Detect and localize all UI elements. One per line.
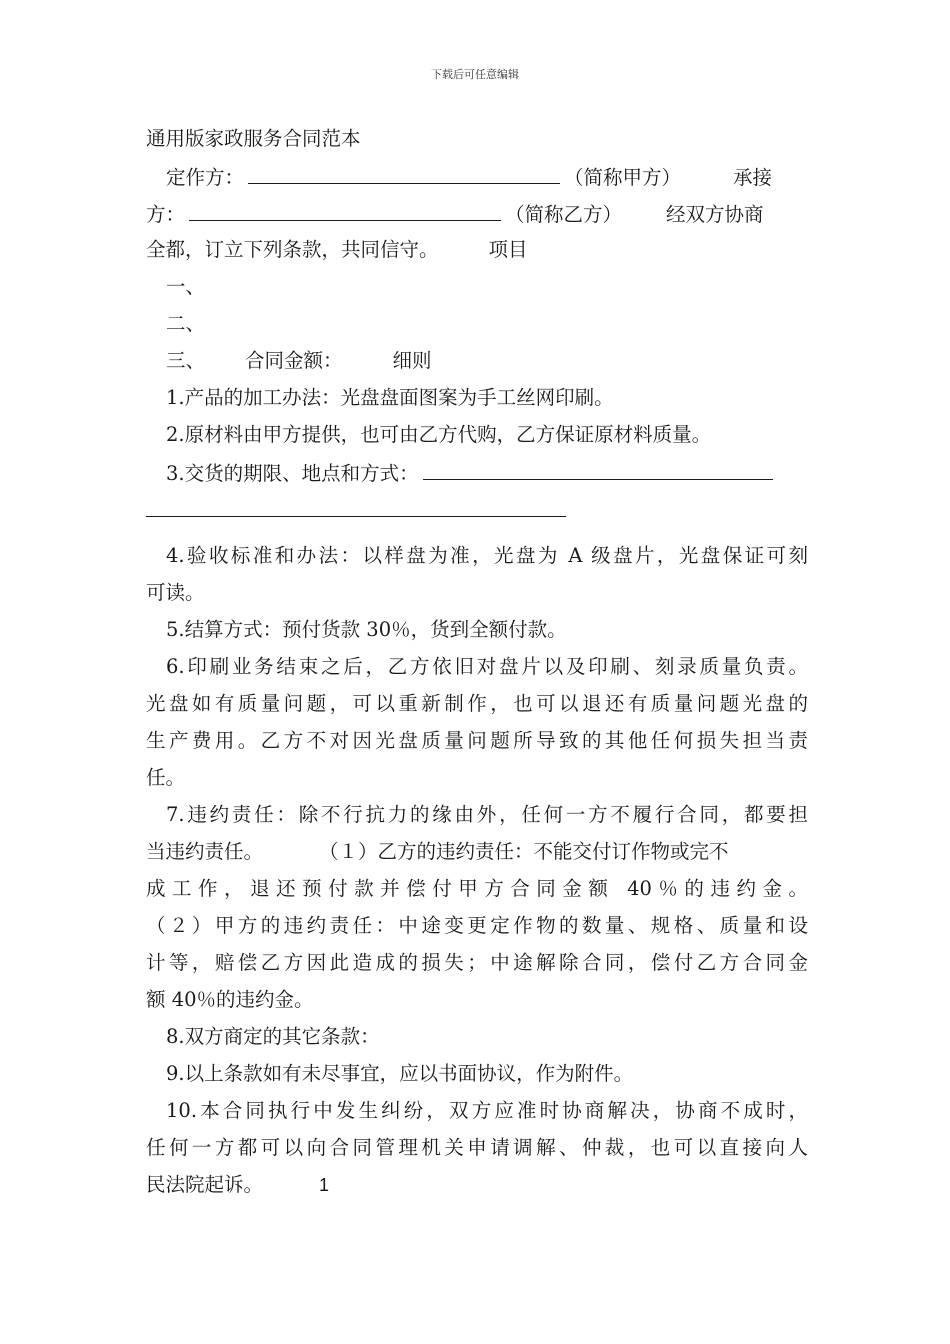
clause-10-line-2: 任何一方都可以向合同管理机关申请调解、仲裁，也可以直接向人 — [146, 1136, 808, 1159]
clause-7-line-5: 计等，赔偿乙方因此造成的损失；中途解除合同，偿付乙方合同金 — [146, 951, 808, 974]
clause-2: 2.原材料由甲方提供，也可由乙方代购，乙方保证原材料质量。 — [166, 423, 712, 446]
clause-6-line-4: 任。 — [146, 766, 186, 789]
item-one: 一、 — [166, 275, 206, 298]
party-a-label: 定作方： — [166, 166, 245, 189]
clause-6-line-2: 光盘如有质量问题，可以重新制作，也可以退还有质量问题光盘的 — [146, 692, 808, 715]
intro-tail: 项目 — [488, 238, 528, 261]
item-three: 三、 — [166, 349, 206, 372]
clause-9: 9.以上条款如有未尽事宜，应以书面协议，作为附件。 — [166, 1062, 634, 1085]
party-a-blank[interactable] — [248, 157, 560, 184]
clause-7-line-6: 额 40％的违约金。 — [146, 988, 314, 1011]
party-a-line — [146, 157, 808, 194]
intro-text: 全都，订立下列条款，共同信守。 — [146, 238, 439, 261]
clause-8: 8.双方商定的其它条款： — [166, 1025, 380, 1048]
party-a-tail: 承接 — [733, 166, 773, 189]
clause-10-line-3-text: 民法院起诉。 — [146, 1173, 264, 1196]
clause-6-line-1: 6.印刷业务结束之后，乙方依旧对盘片以及印刷、刻录质量负责。 — [166, 655, 808, 678]
details-label: 细则 — [392, 349, 432, 372]
party-b-label: 方： — [146, 203, 186, 226]
clause-3-line — [146, 453, 808, 490]
clause-3: 3.交货的期限、地点和方式： — [166, 462, 419, 485]
page-number: 1 — [319, 1175, 330, 1195]
clause-1: 1.产品的加工办法：光盘盘面图案为手工丝网印刷。 — [166, 386, 614, 409]
delivery-terms-blank-2[interactable] — [146, 490, 566, 517]
clause-7-line-1: 7.违约责任：除不行抗力的缘由外，任何一方不履行合同，都要担 — [166, 803, 808, 826]
clause-6-line-3: 生产费用。乙方不对因光盘质量问题所导致的其他任何损失担当责 — [146, 729, 808, 752]
party-b-note: （简称乙方） — [505, 203, 623, 226]
header-note: 下载后可任意编辑 — [431, 68, 519, 81]
clause-7-line-4: （２）甲方的违约责任：中途变更定作物的数量、规格、质量和设 — [146, 914, 808, 937]
clause-7-line-2a: 当违约责任。 — [146, 840, 264, 863]
party-b-line — [146, 194, 808, 231]
clause-4-line-1: 4.验收标准和办法：以样盘为准，光盘为 A 级盘片，光盘保证可刻 — [166, 544, 808, 567]
party-a-note: （简称甲方） — [564, 166, 682, 189]
clause-3-continuation — [146, 490, 808, 527]
delivery-terms-blank[interactable] — [423, 453, 773, 480]
party-b-tail: 经双方协商 — [666, 203, 764, 226]
document-title: 通用版家政服务合同范本 — [146, 127, 361, 150]
item-three-line — [146, 342, 808, 379]
contract-amount-label: 合同金额： — [245, 349, 343, 372]
clause-4-line-2: 可读。 — [146, 581, 205, 604]
item-two: 二、 — [166, 312, 206, 335]
clause-10-line-3 — [146, 1166, 808, 1203]
clause-5: 5.结算方式：预付货款 30％，货到全额付款。 — [166, 618, 567, 641]
clause-10-line-1: 10.本合同执行中发生纠纷，双方应准时协商解决，协商不成时， — [166, 1099, 808, 1122]
clause-7-line-3: 成工作，退还预付款并偿付甲方合同金额 40％的违约金。 — [146, 877, 808, 900]
party-b-blank[interactable] — [189, 194, 501, 221]
document-body — [146, 120, 808, 1203]
clause-7-line-2 — [146, 833, 808, 870]
clause-7-line-2b: （１）乙方的违约责任：不能交付订作物或完不 — [319, 840, 729, 863]
intro-line — [146, 231, 808, 268]
